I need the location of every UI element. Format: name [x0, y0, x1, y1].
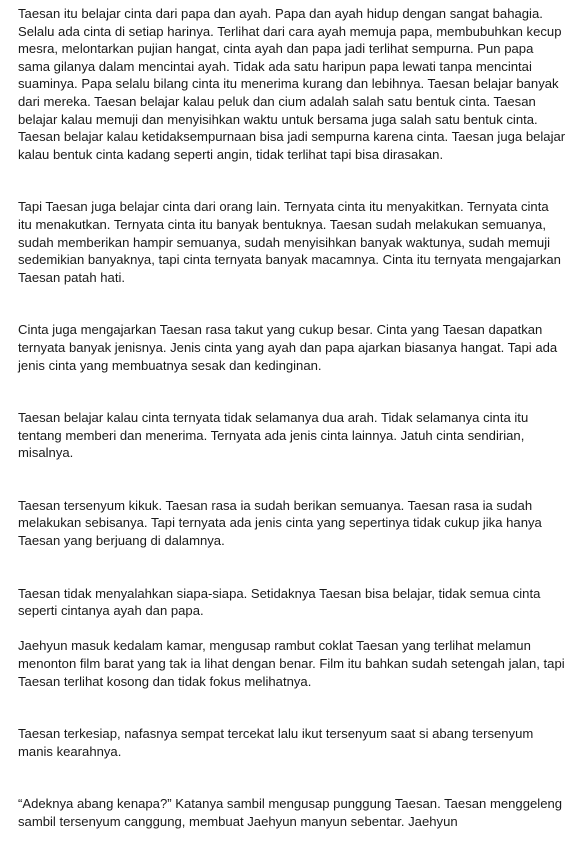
paragraph-spacer — [18, 550, 566, 585]
paragraph-2: Tapi Taesan juga belajar cinta dari orang lain. Ternyata cinta itu menyakitkan. Ternyata cinta itu menakutkan. Ternyata cinta itu banyak bentuknya. Taesan sudah melakukan semuanya, sudah memberikan hampir semuanya, sudah menyisihkan banyak waktunya, sudah memuji sedemikian banyaknya, tapi cinta ternyata banyak macamnya. Cinta itu ternyata mengajarkan Taesan patah hati. — [18, 199, 561, 285]
paragraph-3: Cinta juga mengajarkan Taesan rasa takut yang cukup besar. Cinta yang Taesan dapatkan ternyata banyak jenisnya. Jenis cinta yang ayah dan papa ajarkan biasanya hangat. Tapi ada jenis cinta yang membuatnya sesak dan kedinginan. — [18, 322, 558, 373]
paragraph-spacer — [18, 620, 566, 638]
paragraph-spacer — [18, 760, 566, 795]
paragraph-7: Jaehyun masuk kedalam kamar, mengusap rambut coklat Taesan yang terlihat melamun menonton film barat yang tak ia lihat dengan benar. Film itu bahkan sudah setengah jalan, tapi Taesan terlihat kosong dan tidak fokus melihatnya. — [18, 638, 565, 689]
paragraph-5: Taesan tersenyum kikuk. Taesan rasa ia sudah berikan semuanya. Taesan rasa ia sudah melakukan sebisanya. Tapi ternyata ada jenis cinta yang sepertinya tidak cukup jika hanya Taesan yang berjuang di dalamnya. — [18, 497, 542, 549]
paragraph-9: “Adeknya abang kenapa?” Katanya sambil mengusap punggung Taesan. Taesan menggeleng sambil tersenyum canggung, membuat Jaehyun manyun sebentar. Jaehyun — [18, 796, 563, 829]
paragraph-spacer — [18, 163, 566, 198]
paragraph-spacer — [18, 690, 566, 725]
paragraph-spacer — [18, 374, 566, 409]
paragraph-1: Taesan itu belajar cinta dari papa dan ayah. Papa dan ayah hidup dengan sangat bahagia. Selalu ada cinta di setiap harinya. Terlihat dari cara ayah memuja papa, membubuhkan kecup mesra, melontarkan pujian hangat, cinta ayah dan papa jadi terlihat sempurna. Pun papa sama gilanya dalam mencintai ayah. Tidak ada satu haripun papa lewati tanpa mencintai suaminya. Papa selalu bilang cinta itu menerima kurang dan lebihnya. Taesan belajar banyak dari mereka. Taesan belajar kalau peluk dan cium adalah salah satu bentuk cinta. Taesan belajar kalau memuji dan menyisihkan waktu untuk bersama juga salah satu bentuk cinta. Taesan belajar kalau ketidaksempurnaan bisa jadi sempurna karena cinta. Taesan juga belajar kalau bentuk cinta kadang seperti angin, tidak terlihat tapi bisa dirasakan. — [18, 6, 566, 162]
paragraph-4: Taesan belajar kalau cinta ternyata tidak selamanya dua arah. Tidak selamanya cinta itu tentang memberi dan menerima. Ternyata ada jenis cinta lainnya. Jatuh cinta sendirian, misalnya. — [18, 410, 529, 461]
document-body — [18, 5, 566, 831]
paragraph-spacer — [18, 286, 566, 321]
paragraph-spacer — [18, 462, 566, 497]
paragraph-8: Taesan terkesiap, nafasnya sempat tercekat lalu ikut tersenyum saat si abang tersenyum manis kearahnya. — [18, 726, 534, 759]
paragraph-6: Taesan tidak menyalahkan siapa-siapa. Setidaknya Taesan bisa belajar, tidak semua cinta seperti cintanya ayah dan papa. — [18, 585, 541, 619]
